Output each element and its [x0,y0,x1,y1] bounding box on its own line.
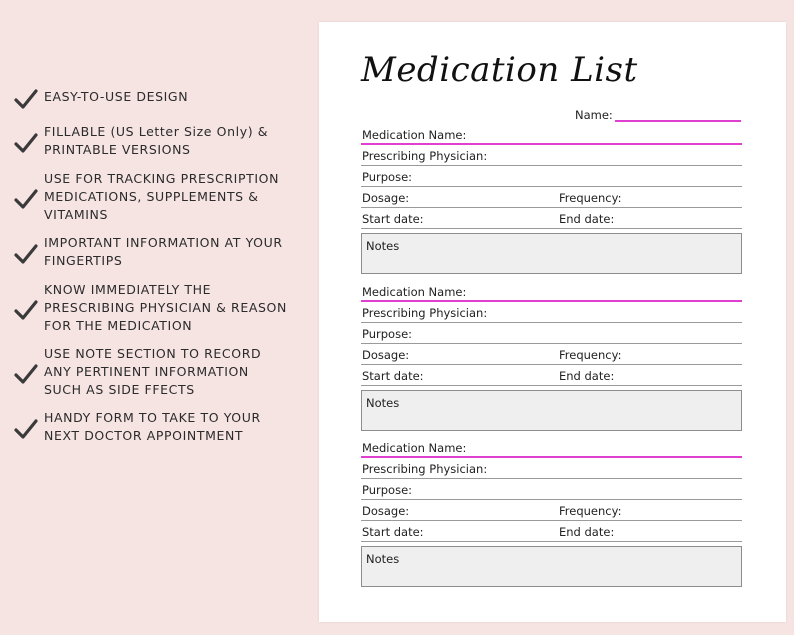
feature-text [44,170,279,224]
row-divider [361,228,742,229]
feature-item [14,409,261,445]
checkmark-icon [14,298,38,322]
dosage-label: Dosage: [362,348,410,362]
medication-name-label: Medication Name: [362,128,467,142]
physician-label: Prescribing Physician: [362,462,488,476]
feature-item [14,170,279,224]
row-divider [361,385,742,386]
start-date-label: Start date: [362,369,424,383]
feature-line: ANY PERTINENT INFORMATION [44,364,249,379]
purpose-field[interactable] [361,166,742,187]
dates-row[interactable] [361,521,742,542]
physician-label: Prescribing Physician: [362,149,488,163]
feature-line: HANDY FORM TO TAKE TO YOUR [44,410,261,425]
physician-field[interactable] [361,458,742,479]
feature-item [14,123,268,159]
purpose-field[interactable] [361,479,742,500]
dosage-frequency-row[interactable] [361,500,742,521]
notes-label: Notes [366,239,400,253]
dosage-frequency-row[interactable] [361,187,742,208]
notes-label: Notes [366,552,400,566]
dates-row[interactable] [361,365,742,386]
end-date-label: End date: [559,369,615,383]
checkmark-icon [14,131,38,155]
feature-item [14,281,287,335]
end-date-label: End date: [559,212,615,226]
row-divider [361,541,742,542]
purpose-label: Purpose: [362,327,413,341]
feature-item [14,88,188,111]
checkmark-icon [14,362,38,386]
feature-line: KNOW IMMEDIATELY THE [44,282,212,297]
feature-text [44,409,261,445]
name-label: Name: [575,108,613,122]
frequency-label: Frequency: [559,348,622,362]
feature-item [14,345,261,399]
feature-item [14,234,283,270]
feature-text [44,281,287,335]
feature-text [44,345,261,399]
medication-name-field[interactable] [361,437,742,458]
checkmark-icon [14,417,38,441]
medication-list-form [319,22,786,622]
notes-box[interactable] [361,390,742,431]
medication-name-label: Medication Name: [362,285,467,299]
form-title: Medication List [361,50,638,90]
dosage-label: Dosage: [362,191,410,205]
feature-line: FINGERTIPS [44,253,123,268]
feature-line: MEDICATIONS, SUPPLEMENTS & [44,189,259,204]
purpose-field[interactable] [361,323,742,344]
purpose-label: Purpose: [362,170,413,184]
notes-label: Notes [366,396,400,410]
feature-line: PRESCRIBING PHYSICIAN & REASON [44,300,287,315]
feature-line: IMPORTANT INFORMATION AT YOUR [44,235,283,250]
feature-line: VITAMINS [44,207,109,222]
feature-line: FOR THE MEDICATION [44,318,193,333]
feature-line: FILLABLE (US Letter Size Only) & [44,124,269,139]
purpose-label: Purpose: [362,483,413,497]
frequency-label: Frequency: [559,191,622,205]
feature-text [44,88,188,106]
checkmark-icon [14,242,38,266]
checkmark-icon [14,187,38,211]
dosage-frequency-row[interactable] [361,344,742,365]
medication-name-label: Medication Name: [362,441,467,455]
medication-name-field[interactable] [361,281,742,302]
frequency-label: Frequency: [559,504,622,518]
end-date-label: End date: [559,525,615,539]
feature-line: PRINTABLE VERSIONS [44,142,191,157]
feature-text [44,234,283,270]
notes-box[interactable] [361,546,742,587]
physician-field[interactable] [361,302,742,323]
feature-line: SUCH AS SIDE FFECTS [44,382,195,397]
dates-row[interactable] [361,208,742,229]
feature-line: USE FOR TRACKING PRESCRIPTION [44,171,280,186]
start-date-label: Start date: [362,212,424,226]
name-field[interactable] [615,120,741,122]
dosage-label: Dosage: [362,504,410,518]
medication-name-field[interactable] [361,124,742,145]
notes-box[interactable] [361,233,742,274]
physician-field[interactable] [361,145,742,166]
feature-line: NEXT DOCTOR APPOINTMENT [44,428,244,443]
physician-label: Prescribing Physician: [362,306,488,320]
feature-line: EASY-TO-USE DESIGN [44,89,189,104]
checkmark-icon [14,87,38,111]
start-date-label: Start date: [362,525,424,539]
feature-line: USE NOTE SECTION TO RECORD [44,346,262,361]
feature-text [44,123,268,159]
